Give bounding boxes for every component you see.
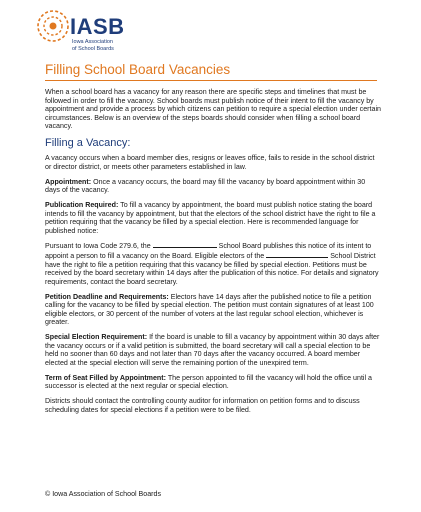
petition-lead: Petition Deadline and Requirements: bbox=[45, 292, 169, 301]
section-heading: Filling a Vacancy: bbox=[45, 137, 131, 150]
term-text: The person appointed to fill the vacancy will hold the office until a successor is elected at the next regular or special election. bbox=[45, 373, 372, 391]
copyright-footer: © Iowa Association of School Boards bbox=[45, 490, 162, 498]
page-title: Filling School Board Vacancies bbox=[45, 62, 231, 77]
logo-org-name: Iowa Association of School Boards bbox=[72, 39, 114, 52]
publication-paragraph bbox=[45, 201, 381, 235]
title-divider bbox=[45, 80, 377, 81]
vacancy-paragraph: A vacancy occurs when a board member dies, resigns or leaves office, fails to reside in the school district or director district, or meets other parameters established in law. bbox=[45, 154, 375, 171]
term-paragraph bbox=[45, 374, 381, 391]
logo-mark-icon bbox=[36, 4, 70, 52]
district-name-blank bbox=[153, 241, 217, 248]
publication-text: To fill a vacancy by appointment, the board must publish notice stating the board intends to fill the vacancy by appointment, but that the electors of the school district have the right to file a petition requiring that the vacancy be filled by a special election. Here is recommended language for published notice: bbox=[45, 200, 376, 235]
logo-acronym: IASB bbox=[70, 14, 125, 39]
appointment-paragraph bbox=[45, 178, 381, 195]
closing-paragraph: Districts should contact the controlling county auditor for information on petition forms and to discuss scheduling dates for special elections if a petition were to be filed. bbox=[45, 397, 360, 414]
appointment-text: Once a vacancy occurs, the board may fill the vacancy by board appointment within 30 days of the vacancy. bbox=[45, 177, 366, 195]
term-lead: Term of Seat Filled by Appointment: bbox=[45, 373, 166, 382]
notice-part-1: Pursuant to Iowa Code 279.6, the bbox=[45, 242, 153, 251]
notice-paragraph bbox=[45, 241, 381, 286]
intro-paragraph: When a school board has a vacancy for any reason there are specific steps and timelines that must be followed in order to fill the vacancy. School boards must publish notice of their intent to fill the vacancy by appointment and provide a process by which citizens can petition to require a special election under certain circumstances. Below is an overview of the steps boards should consider when filling a school board vacancy. bbox=[45, 88, 381, 131]
appointment-lead: Appointment: bbox=[45, 177, 92, 186]
notice-part-2: School Board publishes this notice of its intent to appoint a person to fill a vacancy on the Board. Eligible electors of the bbox=[45, 242, 372, 261]
petition-text: Electors have 14 days after the published notice to file a petition calling for the vacancy to be filled by special election. The petition must contain signatures of at least 100 eligible electors, or 30 percent of the number of voters at the last regular school election, whichever is greater. bbox=[45, 292, 374, 327]
iasb-logo bbox=[36, 4, 146, 58]
publication-lead: Publication Required: bbox=[45, 200, 119, 209]
district-name-blank-2 bbox=[266, 251, 328, 258]
petition-paragraph bbox=[45, 293, 381, 327]
document-body bbox=[45, 88, 381, 421]
notice-part-3: School District have the right to file a petition requiring that this vacancy be filled by special election. Petitions must be received by the board secretary within 14 days after the publication of this notice. For details and signatory requirements, contact the board secretary. bbox=[45, 252, 379, 286]
special-election-paragraph bbox=[45, 333, 381, 367]
special-election-text: If the board is unable to fill a vacancy by appointment within 30 days after the vacancy occurs or if a valid petition is submitted, the board secretary will call a special election to be held no sooner than 60 days and not later than 70 days after the vacancy occurred. A board member elected at the special election will serve the remaining portion of the unexpired term. bbox=[45, 333, 380, 367]
special-election-lead: Special Election Requirement: bbox=[45, 333, 148, 342]
